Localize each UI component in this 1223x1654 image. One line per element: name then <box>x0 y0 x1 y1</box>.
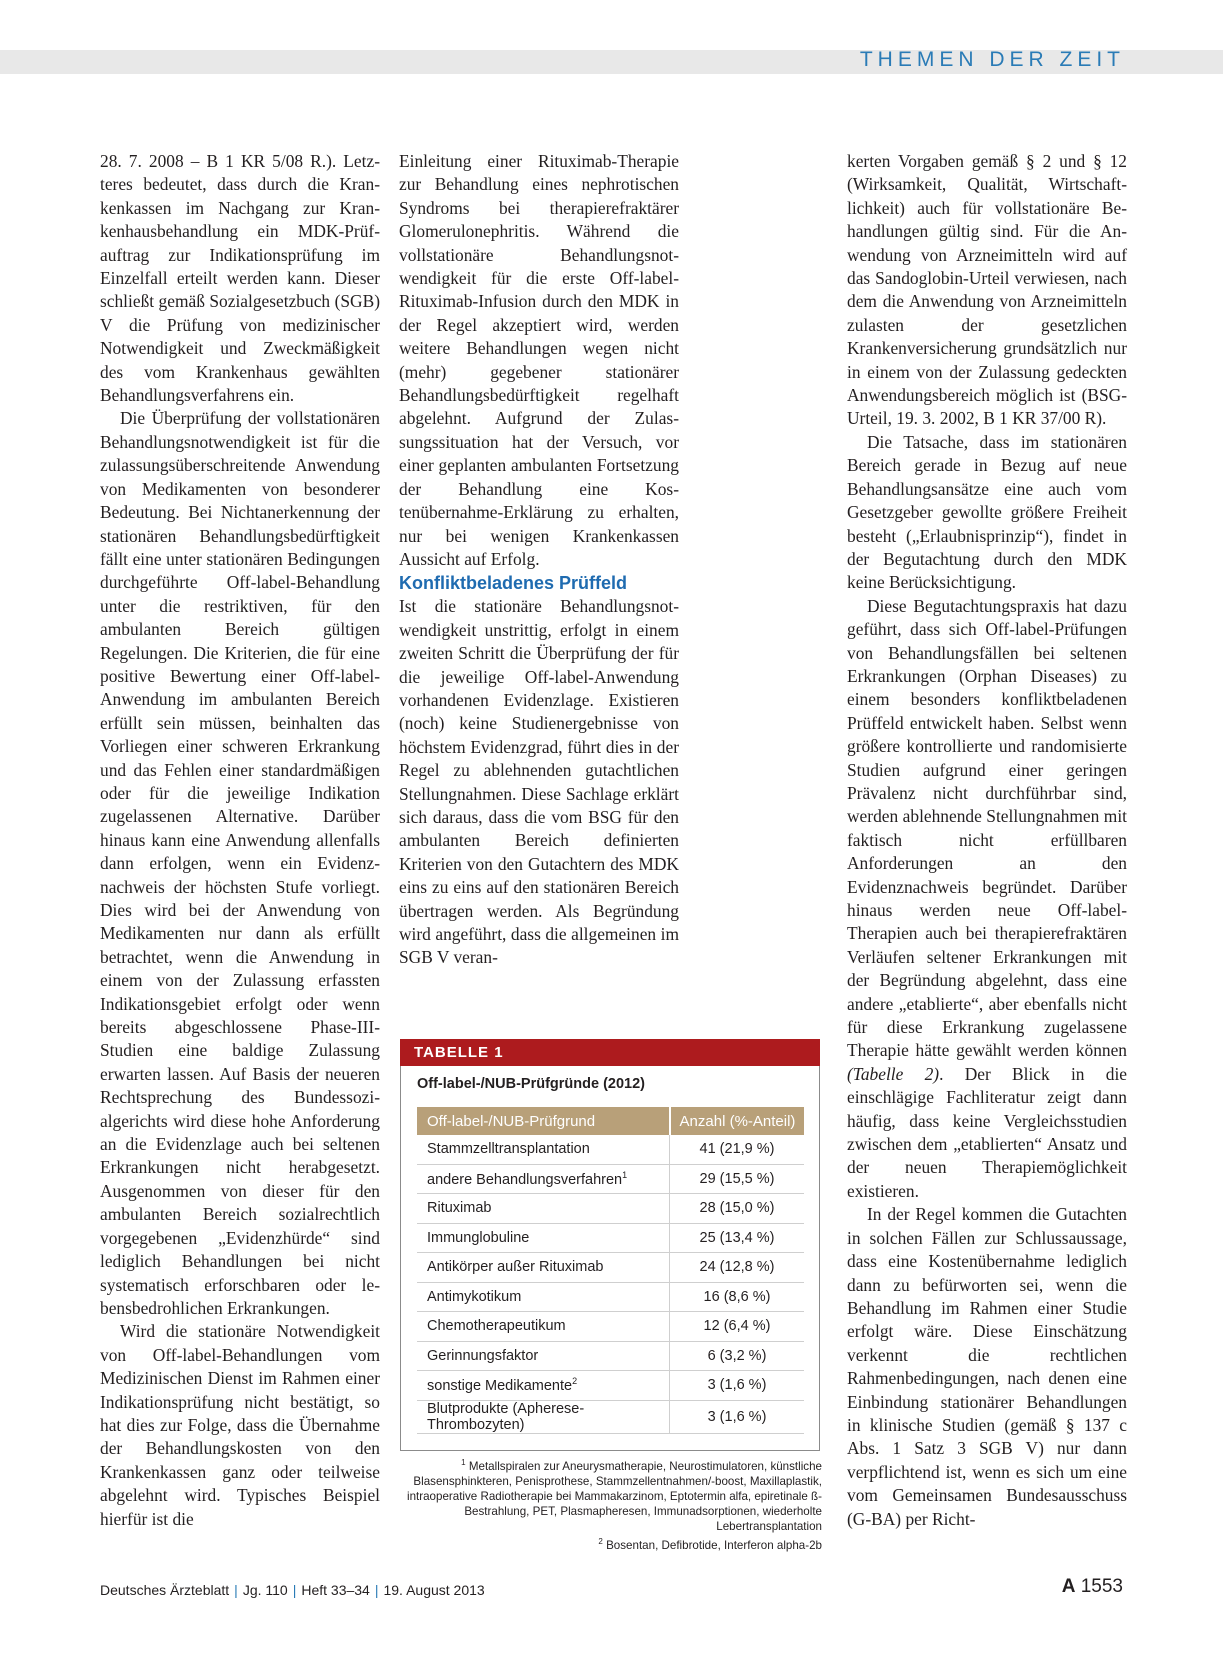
paragraph-text: . Der Blick in die einschlägige Fachliteratur zeigt dann häufig, dass keine Vergleichsstudien zwischen dem „etablierten“ Ansatz und der neuen Therapiemöglichkeit existieren. <box>847 1063 1127 1201</box>
subheading: Konfliktbeladenes Prüffeld <box>399 573 628 594</box>
row-label-text: Blutprodukte (Apherese-Thrombozyten) <box>427 1400 585 1433</box>
row-label <box>417 1371 669 1401</box>
row-value: 12 (6,4 %) <box>669 1312 804 1342</box>
table-header-row <box>417 1107 804 1135</box>
table-row <box>417 1283 804 1313</box>
footnote-mark: 1 <box>622 1169 628 1180</box>
separator: | <box>234 1582 238 1598</box>
column-2 <box>399 150 679 970</box>
volume: Jg. 110 <box>242 1582 288 1598</box>
row-label <box>417 1401 669 1434</box>
table-row <box>417 1401 804 1434</box>
column-header: Anzahl (%-Anteil) <box>669 1107 804 1135</box>
row-value: 28 (15,0 %) <box>669 1194 804 1224</box>
page-footer <box>100 1582 485 1598</box>
row-label-text: Antimykotikum <box>427 1288 522 1305</box>
row-label <box>417 1283 669 1313</box>
table-row <box>417 1312 804 1342</box>
row-value: 16 (8,6 %) <box>669 1283 804 1313</box>
table-row <box>417 1194 804 1224</box>
table-footnotes <box>398 1455 822 1553</box>
table-row <box>417 1342 804 1372</box>
row-label-text: Rituximab <box>427 1200 492 1217</box>
row-value: 6 (3,2 %) <box>669 1342 804 1372</box>
separator: | <box>374 1582 379 1598</box>
table-row <box>417 1135 804 1165</box>
issue: Heft 33–34 <box>301 1582 370 1598</box>
column-3 <box>847 150 1127 1531</box>
section-title: THEMEN DER ZEIT <box>859 48 1125 71</box>
table-label: TABELLE 1 <box>400 1039 820 1066</box>
paragraph: Wird die stationäre Notwendigkeit von Off-label-Behandlungen vom Medizinischen Dienst im Rahmen einer Indikationsprüfung nicht bestätigt, so hat dies zur Folge, dass die Übernahme der Behandlungskosten von den Krankenkassen ganz oder teilweise abgelehnt wird. Typisches Beispiel hierfür ist die <box>100 1321 380 1529</box>
row-label-text: Stammzelltransplantation <box>427 1141 590 1158</box>
row-label <box>417 1165 669 1195</box>
table-row <box>417 1165 804 1195</box>
row-label-text: Antikörper außer Rituximab <box>427 1259 604 1276</box>
paragraph: In der Regel kommen die Gutachten in solchen Fällen zur Schlussaussage, dass eine Kostenübernahme lediglich dann zu befürworten sei, wenn die Behandlung im Rahmen einer Studie erfolgt wäre. Diese Einschätzung verkennt die rechtlichen Rahmenbedingungen, nach denen eine Einbindung stationärer Behandlungen in klinische Studien (gemäß § 137 c Abs. 1 Satz 3 SGB V) nur dann verpflichtend ist, wenn es sich um eine vom Gemeinsamen Bundesausschuss (G-BA) per Richt- <box>847 1204 1127 1529</box>
page-number <box>1062 1576 1123 1598</box>
row-label-text: Immunglobuline <box>427 1229 530 1246</box>
footnote-mark: 1 <box>461 1458 466 1467</box>
row-value: 3 (1,6 %) <box>669 1371 804 1401</box>
data-table <box>417 1107 804 1434</box>
row-value: 25 (13,4 %) <box>669 1224 804 1254</box>
footnote-mark: 2 <box>572 1376 578 1387</box>
page-prefix: A <box>1061 1576 1076 1597</box>
footnote-mark: 2 <box>598 1536 603 1546</box>
paragraph: Die Tatsache, dass im stationären Bereich gerade in Bezug auf neue Behandlungsansätze eine auch vom Gesetzgeber gewollte größere Freiheit besteht („Erlaubnisprinzip“), findet in der Begutachtung durch den MDK keine Berücksichtigung. <box>847 431 1127 593</box>
footnote-text: Metallspiralen zur Aneurysmatherapie, Neurostimulatoren, künstliche Blasensphinkteren, Penisprothese, Stammzellentnahmen/-boost, Maxillaplastik, intraoperative Radiotherapie bei Mammakarzinom, Eptotermin alfa, epiretinale ß-Bestrahlung, PET, Plasmapheresen, Immunadsorptionen, wiederholte Lebertransplantation <box>407 1459 822 1533</box>
footnote <box>398 1455 822 1534</box>
row-label-text: Gerinnungsfaktor <box>427 1347 539 1364</box>
table-box <box>400 1039 820 1451</box>
journal-name: Deutsches Ärzteblatt <box>100 1582 230 1598</box>
column-1 <box>100 150 380 1531</box>
issue-date: 19. August 2013 <box>383 1582 485 1598</box>
page-number-value: 1553 <box>1080 1576 1123 1597</box>
table-title: Off-label-/NUB-Prüfgründe (2012) <box>417 1076 645 1092</box>
column-header: Off-label-/NUB-Prüfgrund <box>417 1107 669 1135</box>
row-label <box>417 1135 669 1165</box>
paragraph: Ist die stationäre Behandlungsnotwendigkeit unstrittig, erfolgt in einem zweiten Schritt die Überprüfung der für die jeweilige Off-label-Anwendung vorhandenen Evidenzlage. Existieren (noch) keine Studienergebnisse von höchstem Evidenzgrad, führt dies in der Regel zu ablehnenden gutachtlichen Stellungnahmen. Diese Sachlage erklärt sich daraus, dass die vom BSG für den ambulanten Bereich definierten Kriterien von den Gutachtern des MDK eins zu eins auf den stationären Bereich übertragen werden. Als Begründung wird angeführt, dass die allgemeinen im SGB V veran- <box>399 596 679 968</box>
paragraph: Einleitung einer Rituximab-Therapie zur Behandlung eines nephrotischen Syndroms bei therapierefraktärer Glomerulonephritis. Während die vollstationäre Behandlungsnotwendigkeit für die erste Off-label-Rituximab-Infusion durch den MDK in der Regel akzeptiert wird, werden weitere Behandlungen wegen nicht (mehr) gegebener stationärer Behandlungsbedürftigkeit regelhaft abgelehnt. Aufgrund der Zulassungssituation hat der Versuch, vor einer geplanten ambulanten Fortsetzung der Behandlung eine Kostenübernahme-Erklärung zu erhalten, nur bei wenigen Krankenkassen Aussicht auf Erfolg. <box>399 151 679 569</box>
paragraph-text: Diese Begutachtungspraxis hat dazu geführt, dass sich Off-label-Prüfungen von Behandlungsfällen bei seltenen Erkrankungen (Orphan Diseases) zu einem besonders konfliktbeladenen Prüffeld entwickelt haben. Selbst wenn größere kontrollierte und randomisierte Studien aufgrund einer geringen Prävalenz nicht durchführbar sind, werden ablehnende Stellungnahmen mit faktisch nicht erfüllbaren Anforderungen an den Evidenznachweis begründet. Darüber hinaus werden neue Off-label-Therapien auch bei therapierefraktären Verläufen seltener Erkrankungen mit der Begründung abgelehnt, dass eine andere „etablierte“, aber ebenfalls nicht für diese Erkrankung zugelassene Therapie hätte gewählt werden können <box>847 595 1127 1061</box>
paragraph: kerten Vorgaben gemäß § 2 und § 12 (Wirksamkeit, Qualität, Wirtschaftlichkeit) auch für vollstationäre Behandlungen gültig sind. Für die Anwendung von Arzneimitteln wird auf das Sandoglobin-Urteil verwiesen, nach dem die Anwendung von Arzneimitteln zulasten der gesetzlichen Krankenversicherung grundsätzlich nur in einem von der Zulassung gedeckten Anwendungsbereich möglich ist (BSG-Urteil, 19. 3. 2002, B 1 KR 37/00 R). <box>847 151 1127 429</box>
row-label <box>417 1312 669 1342</box>
row-label <box>417 1253 669 1283</box>
table-row <box>417 1371 804 1401</box>
row-value: 3 (1,6 %) <box>669 1401 804 1434</box>
row-label-text: Chemotherapeutikum <box>427 1318 566 1335</box>
row-label-text: sonstige Medikamente <box>427 1378 573 1395</box>
paragraph: 28. 7. 2008 – B 1 KR 5/08 R.). Letzteres bedeutet, dass durch die Krankenkassen im Nachgang zur Krankenhausbehandlung ein MDK-Prüfauftrag zur Indikationsprüfung im Einzelfall erteilt werden kann. Dieser schließt gemäß Sozialgesetzbuch (SGB) V die Prüfung von medizinischer Notwendigkeit und Zweckmäßigkeit des vom Krankenhaus gewählten Behandlungsverfahrens ein. <box>100 151 380 406</box>
row-value: 29 (15,5 %) <box>669 1165 804 1195</box>
row-label <box>417 1342 669 1372</box>
row-value: 24 (12,8 %) <box>669 1253 804 1283</box>
footnote-text: Bosentan, Defibrotide, Interferon alpha-2b <box>606 1538 822 1552</box>
table-row <box>417 1224 804 1254</box>
paragraph: Die Überprüfung der vollstationären Behandlungsnotwendigkeit ist für die zulassungsüberschreitende Anwendung von Medikamenten von besonderer Bedeutung. Bei Nichtanerkennung der stationären Behandlungsbedürftigkeit fällt eine unter stationären Bedingungen durchgeführte Off-label-Behandlung unter die restriktiven, für den ambulanten Bereich gültigen Regelungen. Die Kriterien, die für eine positive Bewertung einer Off-label-Anwendung im ambulanten Bereich erfüllt sein müssen, beinhalten das Vorliegen einer schweren Erkrankung und das Fehlen einer standardmäßigen oder für die jeweilige Indikation zugelassenen Alternative. Darüber hinaus kann eine Anwendung allenfalls dann erfolgen, wenn ein Evidenznachweis der höchsten Stufe vorliegt. Dies wird bei der Anwendung von Medikamenten nur dann als erfüllt betrachtet, wenn die Anwendung in einem von der Zulassung erfassten Indikationsgebiet erfolgt oder wenn bereits abgeschlossene Phase-III-Studien eine baldige Zulassung erwarten lassen. Auf Basis der neueren Rechtsprechung des Bundessozialgerichts wird diese hohe Anforderung an die Evidenzlage auch bei seltenen Erkrankungen nicht herabgesetzt. Ausgenommen von dieser für den ambulanten Bereich sozialrechtlich vorgegebenen „Evidenzhürde“ sind lediglich Behandlungen bei nicht systematisch erforschbaren oder lebensbedrohlichen Erkrankungen. <box>100 408 380 1318</box>
row-label-text: andere Behandlungsverfahren <box>427 1171 623 1188</box>
table-reference: (Tabelle 2) <box>847 1063 940 1084</box>
table-row <box>417 1253 804 1283</box>
paragraph <box>847 595 1127 1204</box>
footnote <box>398 1534 822 1553</box>
row-label <box>417 1224 669 1254</box>
row-label <box>417 1194 669 1224</box>
row-value: 41 (21,9 %) <box>669 1135 804 1165</box>
separator: | <box>292 1582 297 1598</box>
